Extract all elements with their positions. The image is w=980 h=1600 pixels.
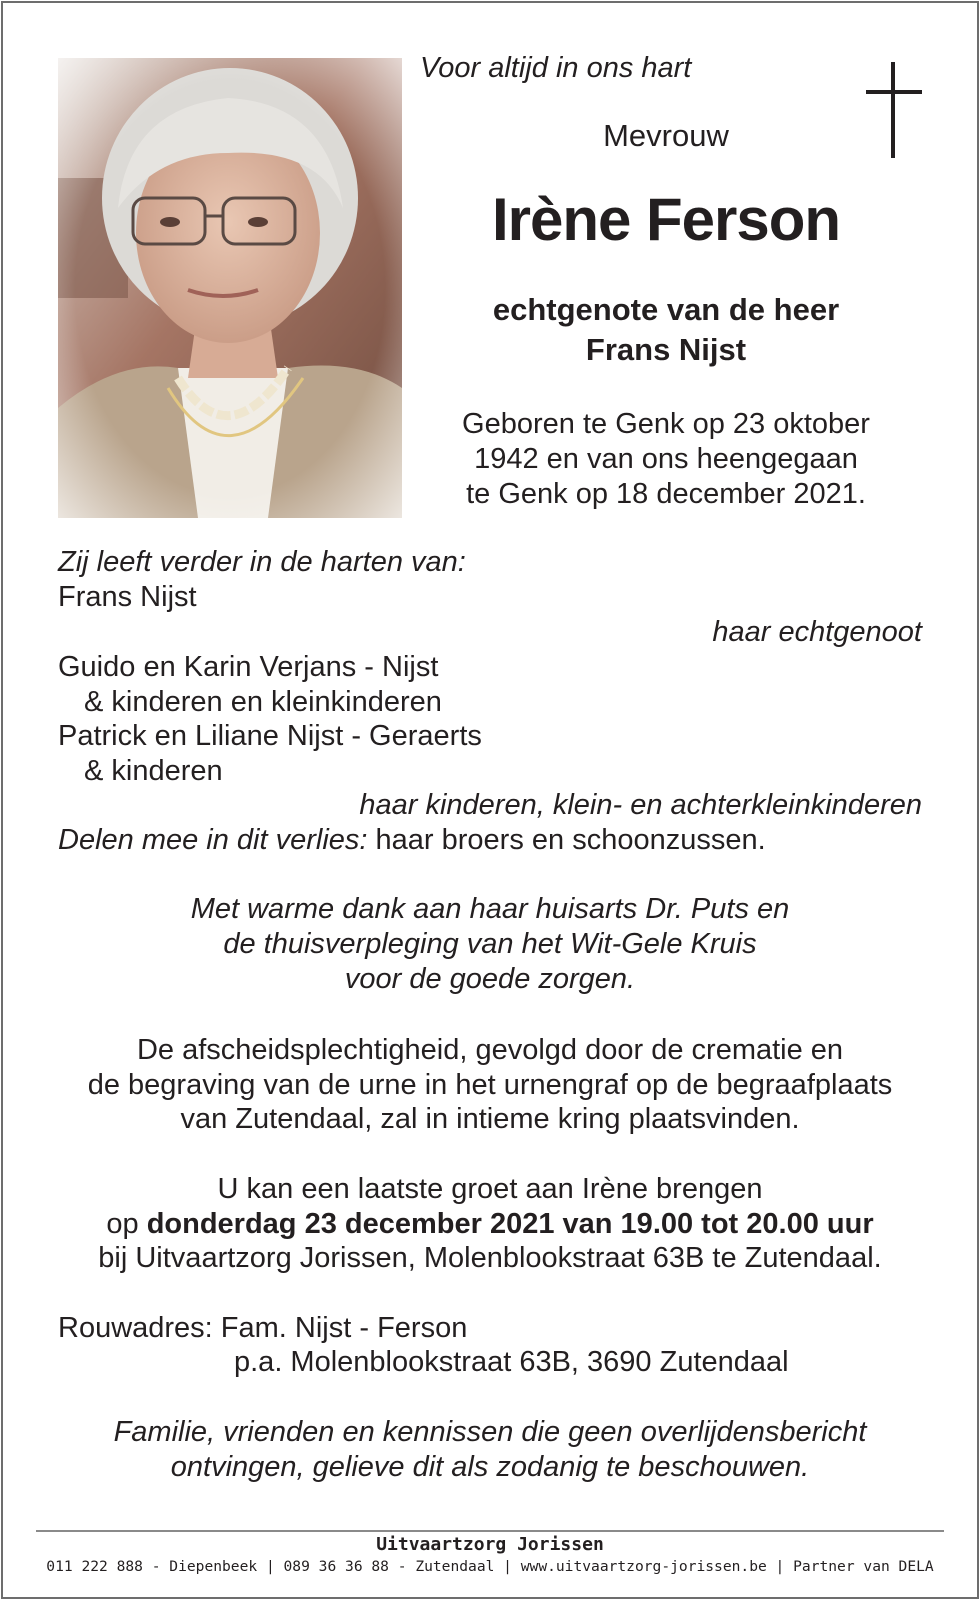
greeting-when: donderdag 23 december 2021 van 19.00 tot 20.00 uur	[146, 1208, 874, 1240]
footer-contact: 011 222 888 - Diepenbeek | 089 36 36 88 - Zutendaal | www.uitvaartzorg-jorissen.be | Partner van DELA	[46, 1558, 934, 1575]
greeting-line3: bij Uitvaartzorg Jorissen, Molenblookstraat 63B te Zutendaal.	[98, 1242, 882, 1274]
title-prefix: Mevrouw	[603, 118, 729, 153]
children-role: haar kinderen, klein- en achterkleinkinderen	[359, 789, 922, 821]
latin-cross-icon	[866, 62, 922, 158]
ceremony-line3: van Zutendaal, zal in intieme kring plaatsvinden.	[180, 1103, 800, 1135]
notice-line1: Familie, vrienden en kennissen die geen overlijdensbericht	[113, 1416, 867, 1448]
motto: Voor altijd in ons hart	[420, 52, 692, 84]
share-label: Delen mee in dit verlies:	[58, 824, 368, 856]
portrait-photo	[58, 58, 402, 518]
husband-name: Frans Nijst	[58, 581, 197, 613]
spouse-line2: Frans Nijst	[585, 332, 747, 367]
ceremony-line1: De afscheidsplechtigheid, gevolgd door de crematie en	[136, 1034, 844, 1066]
address-line2: p.a. Molenblookstraat 63B, 3690 Zutendaal	[234, 1346, 789, 1378]
child-line4: & kinderen	[84, 755, 223, 787]
address-line1: Rouwadres: Fam. Nijst - Ferson	[58, 1312, 468, 1344]
thanks-line2: de thuisverpleging van het Wit-Gele Kruis	[223, 928, 757, 960]
share-line	[58, 826, 766, 855]
birth-line2: 1942 en van ons heengegaan	[474, 443, 858, 475]
thanks-line1: Met warme dank aan haar huisarts Dr. Puts en	[190, 893, 790, 925]
birth-line3: te Genk op 18 december 2021.	[466, 478, 866, 510]
greeting-line1: U kan een laatste groet aan Irène brengen	[217, 1173, 763, 1205]
child-line3: Patrick en Liliane Nijst - Geraerts	[58, 720, 482, 752]
child-line1: Guido en Karin Verjans - Nijst	[58, 651, 439, 683]
notice-line2: ontvingen, gelieve dit als zodanig te beschouwen.	[170, 1451, 810, 1483]
birth-line1: Geboren te Genk op 23 oktober	[462, 408, 870, 440]
greeting-op: op	[106, 1208, 147, 1240]
footer-divider	[36, 1530, 944, 1532]
husband-role: haar echtgenoot	[712, 616, 922, 648]
child-line2: & kinderen en kleinkinderen	[84, 686, 442, 718]
greeting-line2	[0, 1210, 980, 1239]
spouse-line1: echtgenote van de heer	[492, 292, 840, 327]
ceremony-line2: de begraving van de urne in het urnengraf op de begraafplaats	[87, 1069, 893, 1101]
footer-company: Uitvaartzorg Jorissen	[376, 1534, 604, 1555]
survivors-intro: Zij leeft verder in de harten van:	[58, 546, 466, 578]
share-text: haar broers en schoonzussen.	[367, 824, 766, 856]
deceased-name: Irène Ferson	[491, 186, 841, 253]
thanks-line3: voor de goede zorgen.	[344, 963, 636, 995]
